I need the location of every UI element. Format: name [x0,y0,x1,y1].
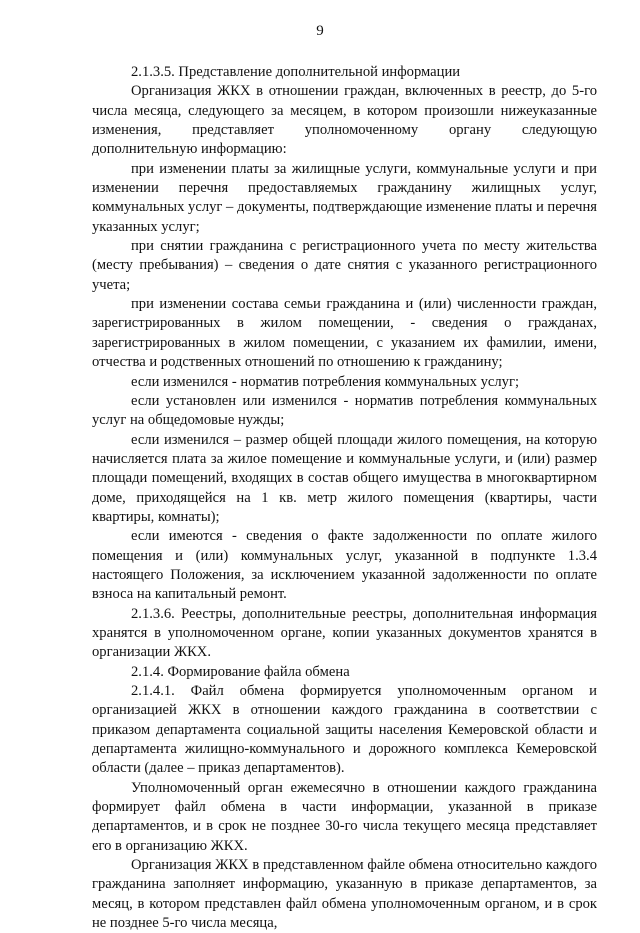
paragraph-area-change: если изменился – размер общей площади жилого помещения, на которую начисляется плата за жилое помещение и коммунальные услуги, и (или) размер площади помещений, входящих в состав общего имущества в многоквартирном доме, приходящейся на 1 кв. метр жилого помещения (квартиры, части квартиры, комнаты); [92,431,597,525]
paragraph-debt-info: если имеются - сведения о факте задолженности по оплате жилого помещения и (или) коммунальных услуг, указанной в подпункте 1.3.4 настоящего Положения, за исключением указанной задолженности по оплате взноса на капитальный ремонт. [92,528,597,603]
paragraph-fee-change: при изменении платы за жилищные услуги, коммунальные услуги и при изменении перечня предоставляемых гражданину жилищных услуг, коммунальных услуг – документы, подтверждающие изменение платы и перечня указанных услуг; [92,160,597,235]
paragraph-section-heading-2-1-4: 2.1.4. Формирование файла обмена [131,663,350,680]
paragraph-organization-fills: Организация ЖКХ в представленном файле обмена относительно каждого гражданина заполняет информацию, указанную в приказе департаментов, за месяц, в котором представлен файл обмена уполномоченным органом, и в срок не позднее 5-го числа месяца, [92,857,597,932]
paragraph-common-needs-norm: если установлен или изменился - норматив потребления коммунальных услуг на общедомовые нужды; [92,392,597,429]
paragraph-consumption-norm: если изменился - норматив потребления коммунальных услуг; [131,373,520,390]
paragraph-authority-monthly: Уполномоченный орган ежемесячно в отношении каждого гражданина формирует файл обмена в части информации, указанной в приказе департаментов, и в срок не позднее 30-го числа текущего месяца представляет его в организацию ЖКХ. [92,779,597,854]
paragraph-intro-obligation: Организация ЖКХ в отношении граждан, включенных в реестр, до 5-го числа месяца, следующего за месяцем, в котором произошли нижеуказанные изменения, представляет уполномоченному органу следующую дополнительную информацию: [92,83,597,158]
paragraph-section-2-1-4-1: 2.1.4.1. Файл обмена формируется уполномоченным органом и организацией ЖКХ в отношении каждого гражданина в соответствии с приказом департамента социальной защиты населения Кемеровской области и департамента жилищно-коммунального и дорожного комплекса Кемеровской области (далее – приказ департаментов). [92,683,597,777]
paragraph-family-change: при изменении состава семьи гражданина и (или) численности граждан, зарегистрированных в жилом помещении, - сведения о гражданах, зарегистрированных в жилом помещении, с указанием их фамилии, имени, отчества и родственных отношений по отношению к гражданину; [92,296,597,371]
paragraph-deregistration: при снятии гражданина с регистрационного учета по месту жительства (месту пребывания) – сведения о дате снятия с указанного регистрационного учета; [92,238,597,293]
document-body [92,63,597,933]
page-number: 9 [316,23,324,39]
paragraph-section-2-1-3-6: 2.1.3.6. Реестры, дополнительные реестры, дополнительная информация хранятся в уполномоченном органе, копии указанных документов хранятся в организации ЖКХ. [92,605,597,661]
paragraph-section-heading-2-1-3-5: 2.1.3.5. Представление дополнительной информации [131,64,461,80]
